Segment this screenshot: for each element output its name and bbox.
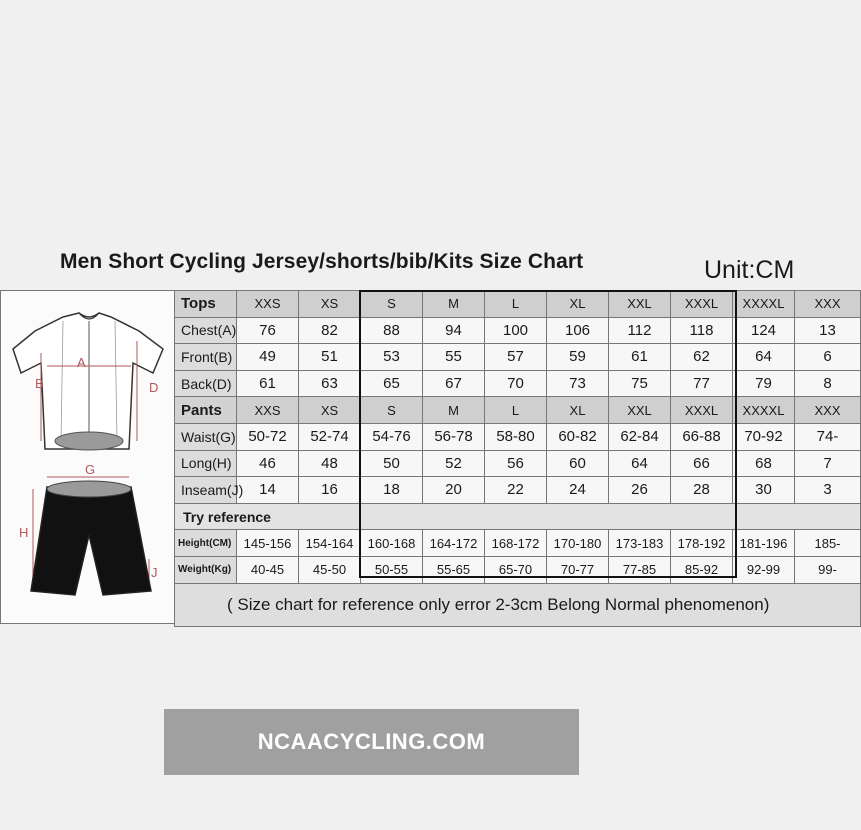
size-cell: XXX <box>795 397 861 424</box>
size-note: ( Size chart for reference only error 2-3cm Belong Normal phenomenon) <box>175 583 861 626</box>
value-cell: 79 <box>733 370 795 397</box>
size-cell: XXXL <box>671 291 733 318</box>
value-cell: 118 <box>671 317 733 344</box>
value-cell: 178-192 <box>671 530 733 557</box>
size-cell: XXS <box>237 397 299 424</box>
value-cell: 45-50 <box>299 556 361 583</box>
label-b: B <box>35 376 44 391</box>
value-cell: 50 <box>361 450 423 477</box>
size-cell: S <box>361 397 423 424</box>
value-cell: 65 <box>361 370 423 397</box>
value-cell: 181-196 <box>733 530 795 557</box>
value-cell: 55-65 <box>423 556 485 583</box>
value-cell: 62 <box>671 344 733 371</box>
size-cell: L <box>485 397 547 424</box>
value-cell: 67 <box>423 370 485 397</box>
size-cell: XL <box>547 291 609 318</box>
value-cell: 64 <box>733 344 795 371</box>
value-cell: 16 <box>299 477 361 504</box>
value-cell: 6 <box>795 344 861 371</box>
value-cell: 92-99 <box>733 556 795 583</box>
size-cell: M <box>423 397 485 424</box>
value-cell: 8 <box>795 370 861 397</box>
size-cell: S <box>361 291 423 318</box>
value-cell: 60 <box>547 450 609 477</box>
value-cell: 18 <box>361 477 423 504</box>
row-label: Long(H) <box>175 450 237 477</box>
value-cell: 154-164 <box>299 530 361 557</box>
value-cell: 13 <box>795 317 861 344</box>
value-cell: 112 <box>609 317 671 344</box>
value-cell: 51 <box>299 344 361 371</box>
value-cell: 124 <box>733 317 795 344</box>
value-cell: 64 <box>609 450 671 477</box>
size-cell: M <box>423 291 485 318</box>
value-cell: 63 <box>299 370 361 397</box>
value-cell: 100 <box>485 317 547 344</box>
value-cell: 82 <box>299 317 361 344</box>
value-cell: 61 <box>609 344 671 371</box>
value-cell: 94 <box>423 317 485 344</box>
row-label: Chest(A) <box>175 317 237 344</box>
row-label: Waist(G) <box>175 423 237 450</box>
value-cell: 50-55 <box>361 556 423 583</box>
value-cell: 62-84 <box>609 423 671 450</box>
value-cell: 40-45 <box>237 556 299 583</box>
garment-diagram <box>1 291 176 625</box>
label-a: A <box>77 355 86 370</box>
value-cell: 74- <box>795 423 861 450</box>
value-cell: 75 <box>609 370 671 397</box>
value-cell: 70 <box>485 370 547 397</box>
value-cell: 70-77 <box>547 556 609 583</box>
table-row <box>175 556 861 583</box>
value-cell: 160-168 <box>361 530 423 557</box>
value-cell: 66-88 <box>671 423 733 450</box>
watermark-banner: NCAACYCLING.COM <box>164 709 579 775</box>
value-cell: 70-92 <box>733 423 795 450</box>
table-row <box>175 370 861 397</box>
value-cell: 77 <box>671 370 733 397</box>
table-row <box>175 317 861 344</box>
size-cell: XS <box>299 291 361 318</box>
tops-header: Tops <box>175 291 237 318</box>
value-cell: 7 <box>795 450 861 477</box>
value-cell: 50-72 <box>237 423 299 450</box>
value-cell: 52 <box>423 450 485 477</box>
size-cell: L <box>485 291 547 318</box>
value-cell: 76 <box>237 317 299 344</box>
value-cell: 56 <box>485 450 547 477</box>
table-row <box>175 450 861 477</box>
value-cell: 48 <box>299 450 361 477</box>
label-j: J <box>151 565 158 580</box>
value-cell: 20 <box>423 477 485 504</box>
value-cell: 28 <box>671 477 733 504</box>
row-label: Front(B) <box>175 344 237 371</box>
value-cell: 30 <box>733 477 795 504</box>
row-label: Inseam(J) <box>175 477 237 504</box>
value-cell: 52-74 <box>299 423 361 450</box>
try-reference-header: Try reference <box>175 503 861 530</box>
row-label: Weight(Kg) <box>175 556 237 583</box>
value-cell: 55 <box>423 344 485 371</box>
value-cell: 65-70 <box>485 556 547 583</box>
unit-label: Unit:CM <box>704 256 795 284</box>
value-cell: 85-92 <box>671 556 733 583</box>
value-cell: 57 <box>485 344 547 371</box>
size-cell: XXL <box>609 397 671 424</box>
value-cell: 60-82 <box>547 423 609 450</box>
value-cell: 3 <box>795 477 861 504</box>
value-cell: 49 <box>237 344 299 371</box>
size-cell: XS <box>299 397 361 424</box>
size-cell: XXS <box>237 291 299 318</box>
value-cell: 77-85 <box>609 556 671 583</box>
value-cell: 73 <box>547 370 609 397</box>
table-row <box>175 477 861 504</box>
table-row <box>175 530 861 557</box>
value-cell: 68 <box>733 450 795 477</box>
value-cell: 24 <box>547 477 609 504</box>
try-reference-row <box>175 503 861 530</box>
value-cell: 185- <box>795 530 861 557</box>
value-cell: 66 <box>671 450 733 477</box>
shorts-illustration <box>31 477 151 595</box>
value-cell: 164-172 <box>423 530 485 557</box>
chart-title: Men Short Cycling Jersey/shorts/bib/Kits Size Chart <box>60 250 584 273</box>
size-cell: XXX <box>795 291 861 318</box>
value-cell: 145-156 <box>237 530 299 557</box>
value-cell: 168-172 <box>485 530 547 557</box>
value-cell: 88 <box>361 317 423 344</box>
table-row <box>175 344 861 371</box>
table-row <box>175 423 861 450</box>
size-cell: XXXL <box>671 397 733 424</box>
value-cell: 170-180 <box>547 530 609 557</box>
value-cell: 56-78 <box>423 423 485 450</box>
size-cell: XXL <box>609 291 671 318</box>
pants-header: Pants <box>175 397 237 424</box>
size-cell: XXXXL <box>733 291 795 318</box>
value-cell: 22 <box>485 477 547 504</box>
tops-header-row <box>175 291 861 318</box>
row-label: Height(CM) <box>175 530 237 557</box>
value-cell: 53 <box>361 344 423 371</box>
value-cell: 58-80 <box>485 423 547 450</box>
size-cell: XXXXL <box>733 397 795 424</box>
size-cell: XL <box>547 397 609 424</box>
value-cell: 106 <box>547 317 609 344</box>
size-chart-table <box>174 290 861 627</box>
value-cell: 59 <box>547 344 609 371</box>
value-cell: 99- <box>795 556 861 583</box>
value-cell: 14 <box>237 477 299 504</box>
value-cell: 61 <box>237 370 299 397</box>
label-g: G <box>85 462 96 477</box>
pants-header-row <box>175 397 861 424</box>
value-cell: 173-183 <box>609 530 671 557</box>
value-cell: 54-76 <box>361 423 423 450</box>
label-h: H <box>19 525 29 540</box>
row-label: Back(D) <box>175 370 237 397</box>
note-row <box>175 583 861 626</box>
value-cell: 26 <box>609 477 671 504</box>
value-cell: 46 <box>237 450 299 477</box>
garment-diagram-panel <box>0 290 175 624</box>
label-d: D <box>149 380 159 395</box>
